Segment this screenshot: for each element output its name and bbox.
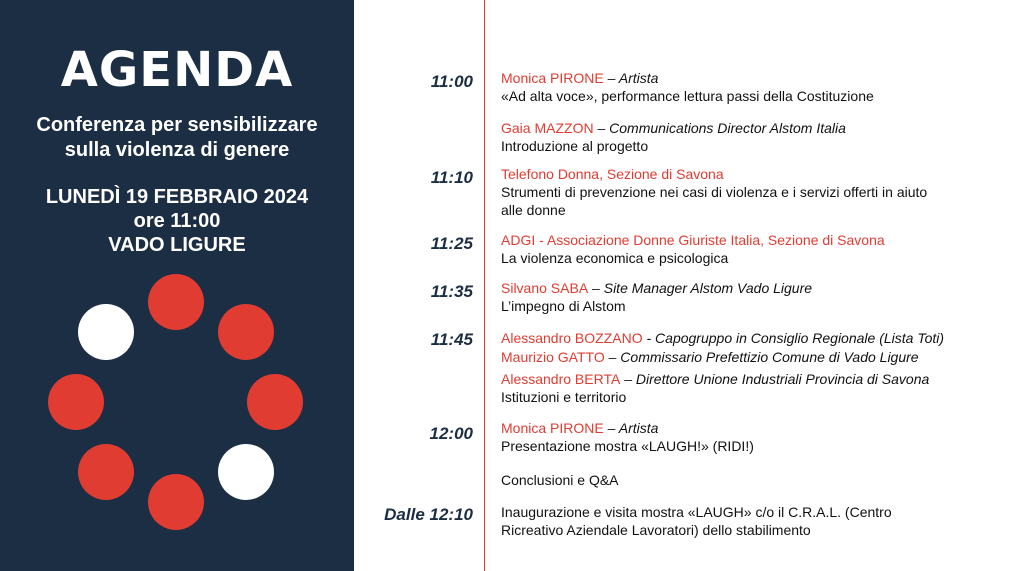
time-label: 11:45	[430, 330, 473, 349]
time-label: 11:35	[430, 282, 473, 301]
subtitle-line: Conferenza per sensibilizzare	[36, 114, 318, 136]
speaker-line	[501, 69, 658, 87]
session-description: Ricreativo Aziendale Lavoratori) dello stabilimento	[501, 522, 811, 538]
session-description: alle donne	[501, 202, 566, 218]
speaker-name: Telefono Donna, Sezione di Savona	[501, 166, 724, 182]
ring-dot-red	[148, 274, 204, 330]
speaker-name: Maurizio GATTO	[501, 349, 605, 365]
ring-dot-red	[48, 374, 104, 430]
time-label: Dalle 12:10	[384, 505, 473, 524]
speaker-line	[501, 279, 812, 297]
session-description: Strumenti di prevenzione nei casi di violenza e i servizi offerti in aiuto	[501, 184, 928, 200]
event-place: VADO LIGURE	[108, 234, 246, 256]
session-description: Inaugurazione e visita mostra «LAUGH» c/o il C.R.A.L. (Centro	[501, 504, 892, 520]
time-label: 11:00	[430, 72, 473, 91]
ring-dot-red	[78, 444, 134, 500]
speaker-line	[501, 329, 944, 347]
event-details	[0, 185, 354, 257]
speaker-name: Monica PIRONE	[501, 70, 604, 86]
ring-dot-white	[218, 444, 274, 500]
speaker-role: – Artista	[603, 420, 659, 436]
ring-dot-white	[78, 304, 134, 360]
speaker-line	[501, 119, 846, 137]
speaker-name: Silvano SABA	[501, 280, 589, 296]
ring-dot-red	[148, 474, 204, 530]
speaker-name: ADGI - Associazione Donne Giuriste Italia, Sezione di Savona	[501, 232, 885, 248]
speaker-role: – Direttore Unione Industriali Provincia di Savona	[620, 371, 930, 387]
subtitle-line: sulla violenza di genere	[64, 139, 290, 161]
session-description: La violenza economica e psicologica	[501, 250, 729, 266]
speaker-name: Alessandro BOZZANO	[501, 330, 643, 346]
speaker-line	[501, 370, 929, 388]
speaker-role: - Capogruppo in Consiglio Regionale (Lista Toti)	[642, 330, 945, 346]
speaker-role: – Site Manager Alstom Vado Ligure	[588, 280, 813, 296]
timeline-divider	[484, 0, 485, 571]
event-time: ore 11:00	[133, 210, 221, 232]
speaker-role: – Artista	[603, 70, 659, 86]
event-date: LUNEDÌ 19 FEBBRAIO 2024	[45, 186, 309, 208]
session-description: Introduzione al progetto	[501, 138, 649, 154]
session-description: L’impegno di Alstom	[501, 298, 626, 314]
session-description: «Ad alta voce», performance lettura passi della Costituzione	[501, 88, 874, 104]
time-label: 11:10	[430, 168, 473, 187]
ring-dot-red	[247, 374, 303, 430]
speaker-name: Monica PIRONE	[501, 420, 604, 436]
speaker-role: – Communications Director Alstom Italia	[593, 120, 846, 136]
ring-dot-red	[218, 304, 274, 360]
speaker-name: Alessandro BERTA	[501, 371, 621, 387]
time-label: 12:00	[429, 424, 473, 443]
session-description: Presentazione mostra «LAUGH!» (RIDI!)	[501, 438, 754, 454]
speaker-name: Gaia MAZZON	[501, 120, 594, 136]
speaker-line	[501, 348, 919, 366]
time-label: 11:25	[430, 234, 473, 253]
session-description: Istituzioni e territorio	[501, 389, 627, 405]
speaker-role: – Commissario Prefettizio Comune di Vado Ligure	[604, 349, 919, 365]
agenda-title: AGENDA	[60, 42, 294, 98]
conference-subtitle	[0, 113, 354, 163]
session-description: Conclusioni e Q&A	[501, 472, 619, 488]
speaker-line	[501, 419, 658, 437]
left-panel	[0, 0, 354, 571]
